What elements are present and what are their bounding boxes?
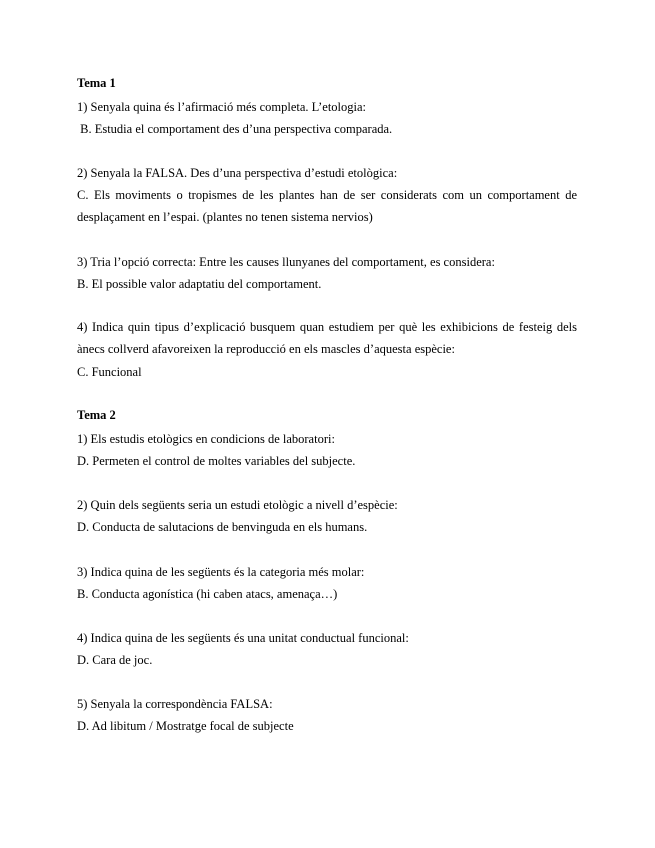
tema2-q5-answer: D. Ad libitum / Mostratge focal de subjecte — [77, 719, 294, 733]
tema2-q5-question: 5) Senyala la correspondència FALSA: — [77, 697, 273, 711]
tema2-q3-question: 3) Indica quina de les següents és la categoria més molar: — [77, 565, 365, 579]
tema1-q1-question: 1) Senyala quina és l’afirmació més completa. L’etologia: — [77, 100, 367, 114]
tema1-q3-answer: B. El possible valor adaptatiu del comportament. — [77, 277, 322, 291]
tema1-q3-question: 3) Tria l’opció correcta: Entre les causes llunyanes del comportament, es considera: — [77, 255, 495, 269]
tema1-q4-question: 4) Indica quin tipus d’explicació busquem quan estudiem per què les exhibicions de festeig dels ànecs collverd afavoreixen la reproducció en els mascles d’aquesta espècie: — [77, 320, 577, 356]
tema1-q2-answer: C. Els moviments o tropismes de les plantes han de ser considerats com un comportament de desplaçament en l’espai. (plantes no tenen sistema nervios) — [77, 188, 577, 224]
tema2-title: Tema 2 — [77, 408, 116, 422]
tema2-q4-answer: D. Cara de joc. — [77, 653, 153, 667]
tema2-q1-question: 1) Els estudis etològics en condicions de laboratori: — [77, 432, 335, 446]
tema1-q2-question: 2) Senyala la FALSA. Des d’una perspectiva d’estudi etològica: — [77, 166, 398, 180]
tema1-q4-answer: C. Funcional — [77, 365, 142, 379]
tema2-q2-answer: D. Conducta de salutacions de benvinguda en els humans. — [77, 520, 368, 534]
tema2-q3-answer: B. Conducta agonística (hi caben atacs, amenaça…) — [77, 587, 338, 601]
tema2-q2-question: 2) Quin dels següents seria un estudi etològic a nivell d’espècie: — [77, 498, 398, 512]
tema1-title: Tema 1 — [77, 76, 116, 90]
tema2-q1-answer: D. Permeten el control de moltes variables del subjecte. — [77, 454, 356, 468]
tema2-q4-question: 4) Indica quina de les següents és una unitat conductual funcional: — [77, 631, 409, 645]
tema1-q1-answer: B. Estudia el comportament des d’una perspectiva comparada. — [77, 122, 393, 136]
